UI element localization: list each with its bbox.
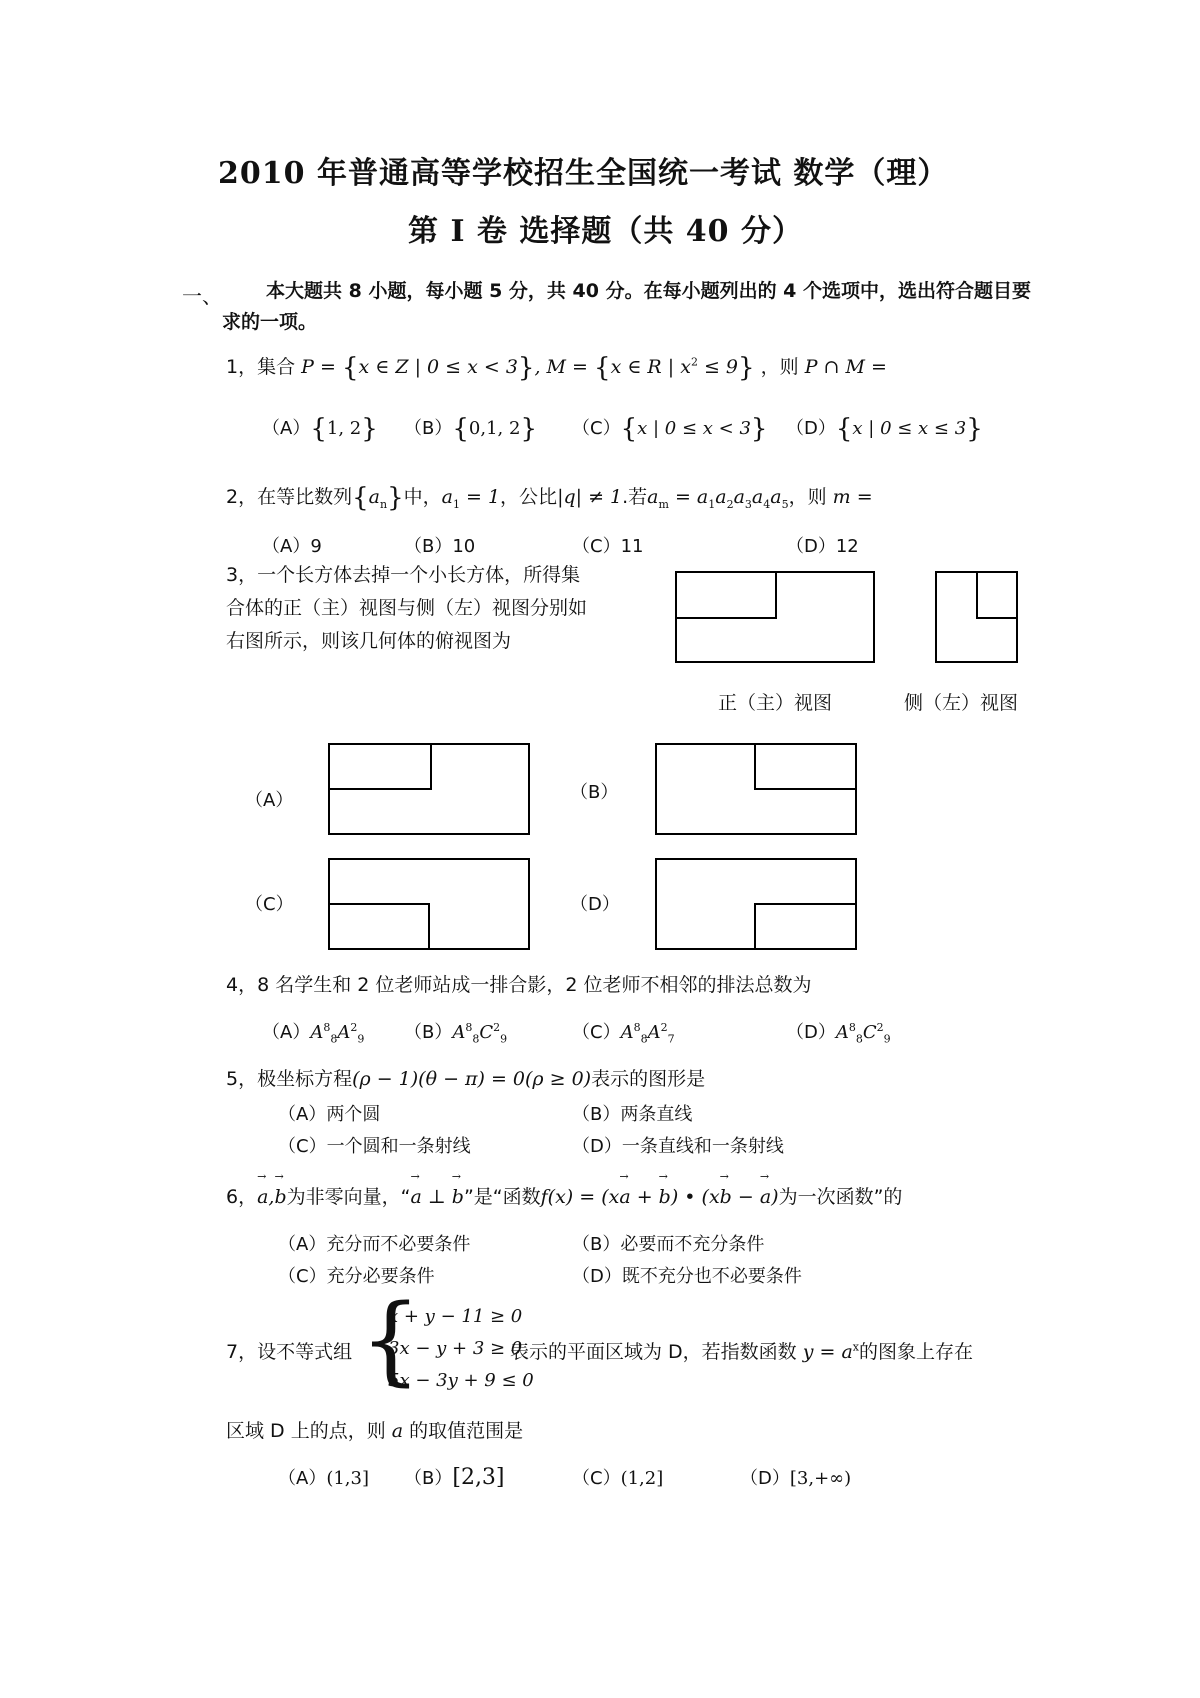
q3-line-2: 合体的正（主）视图与侧（左）视图分别如 <box>226 597 588 619</box>
q7-line-2: 区域 D 上的点，则 a 的取值范围是 <box>226 1420 524 1442</box>
page-title: 2010 年普通高等学校招生全国统一考试 数学（理） <box>218 156 949 191</box>
inequality-3: 5x − 3y + 9 ≤ 0 <box>388 1370 534 1391</box>
question-5: 5，极坐标方程(ρ − 1)(θ − π) = 0(ρ ≥ 0)表示的图形是 <box>226 1068 706 1090</box>
question-1: 1，集合 P = {x ∈ Z | 0 ≤ x < 3}, M = {x ∈ R | $x^2 \le 9$} ，则 P ∩ M = <box>226 353 887 383</box>
q1-option-b: （B）{0,1, 2} <box>404 414 537 444</box>
q3-option-d-figure <box>655 858 857 950</box>
q7-option-c: （C）(1,2] <box>572 1468 664 1489</box>
q1-option-a: （A）{1, 2} <box>262 414 378 444</box>
section-instruction: 本大题共 8 小题，每小题 5 分，共 40 分。在每小题列出的 4 个选项中，选出符合题目要求的一项。 <box>222 280 1032 333</box>
q3-option-c-figure <box>328 858 530 950</box>
q3-option-b-figure <box>655 743 857 835</box>
side-view-figure <box>935 571 1018 663</box>
front-view-figure <box>675 571 875 663</box>
q2-option-c: （C）11 <box>572 536 644 557</box>
side-view-label: 侧（左）视图 <box>904 692 1019 714</box>
q1-prefix: 1，集合 <box>226 356 296 378</box>
section-number: 一、 <box>182 284 222 308</box>
question-6: 6，→ a,→ b为非零向量，“→ a ⊥ → b”是“函数f(x) = (x→ a + → b) • (x→ b − → a)为一次函数”的 <box>226 1182 902 1209</box>
q2-option-a: （A）9 <box>262 536 322 557</box>
question-2: 2，在等比数列$\{a_n\}$中，$a_1 = 1$，公比|q| ≠ 1.若$a_m = a_1a_2a_3a_4a_5$，则 m = <box>226 483 873 513</box>
q5-option-b: （B）两条直线 <box>572 1104 693 1125</box>
q1-conclusion: ，则 <box>760 356 799 378</box>
q6-option-b: （B）必要而不充分条件 <box>572 1234 765 1255</box>
q6-option-d: （D）既不充分也不必要条件 <box>572 1266 802 1287</box>
q5-option-d: （D）一条直线和一条射线 <box>572 1136 784 1157</box>
q3-option-d: （D） <box>570 894 620 915</box>
q7-continuation: 表示的平面区域为 D，若指数函数 $y = a^x$的图象上存在 <box>510 1340 974 1363</box>
inequality-brace: { <box>360 1284 422 1396</box>
q6-option-c: （C）充分必要条件 <box>278 1266 435 1287</box>
q3-line-1: 3，一个长方体去掉一个小长方体，所得集 <box>226 564 581 586</box>
q3-option-a-figure <box>328 743 530 835</box>
q4-option-d: $(D)A^8_8C^2_9$ <box>786 1021 891 1046</box>
q1-option-d: （D）{x | 0 ≤ x ≤ 3} <box>786 414 983 444</box>
q3-option-a: （A） <box>245 790 294 811</box>
q6-option-a: （A）充分而不必要条件 <box>278 1234 471 1255</box>
q2-option-b: （B）10 <box>404 536 476 557</box>
q3-line-3: 右图所示，则该几何体的俯视图为 <box>226 630 512 652</box>
q4-option-b: $(B)A^8_8C^2_9$ <box>404 1021 508 1046</box>
q5-option-a: （A）两个圆 <box>278 1104 381 1125</box>
q1-option-c: （C）{x | 0 ≤ x < 3} <box>572 414 768 444</box>
q7-prefix: 7，设不等式组 <box>226 1341 353 1363</box>
q3-option-b: （B） <box>570 782 619 803</box>
front-view-label: 正（主）视图 <box>718 692 833 714</box>
q3-option-c: （C） <box>245 894 294 915</box>
question-4: 4，8 名学生和 2 位老师站成一排合影，2 位老师不相邻的排法总数为 <box>226 974 812 996</box>
q5-option-c: （C）一个圆和一条射线 <box>278 1136 471 1157</box>
page-subtitle: 第 I 卷 选择题（共 40 分） <box>408 214 804 249</box>
q7-option-a: （A）(1,3] <box>278 1468 369 1489</box>
q2-option-d: （D）12 <box>786 536 859 557</box>
q7-option-b: （B）[2,3] <box>404 1465 505 1490</box>
q4-option-a: $(A)A^8_8A^2_9$ <box>262 1021 365 1046</box>
inequality-1: x + y − 11 ≥ 0 <box>388 1306 523 1327</box>
q7-option-d: （D）[3,+∞) <box>740 1468 852 1489</box>
q4-option-c: $(C)A^8_8A^2_7$ <box>572 1021 675 1046</box>
inequality-2: 3x − y + 3 ≥ 0 <box>388 1338 523 1359</box>
